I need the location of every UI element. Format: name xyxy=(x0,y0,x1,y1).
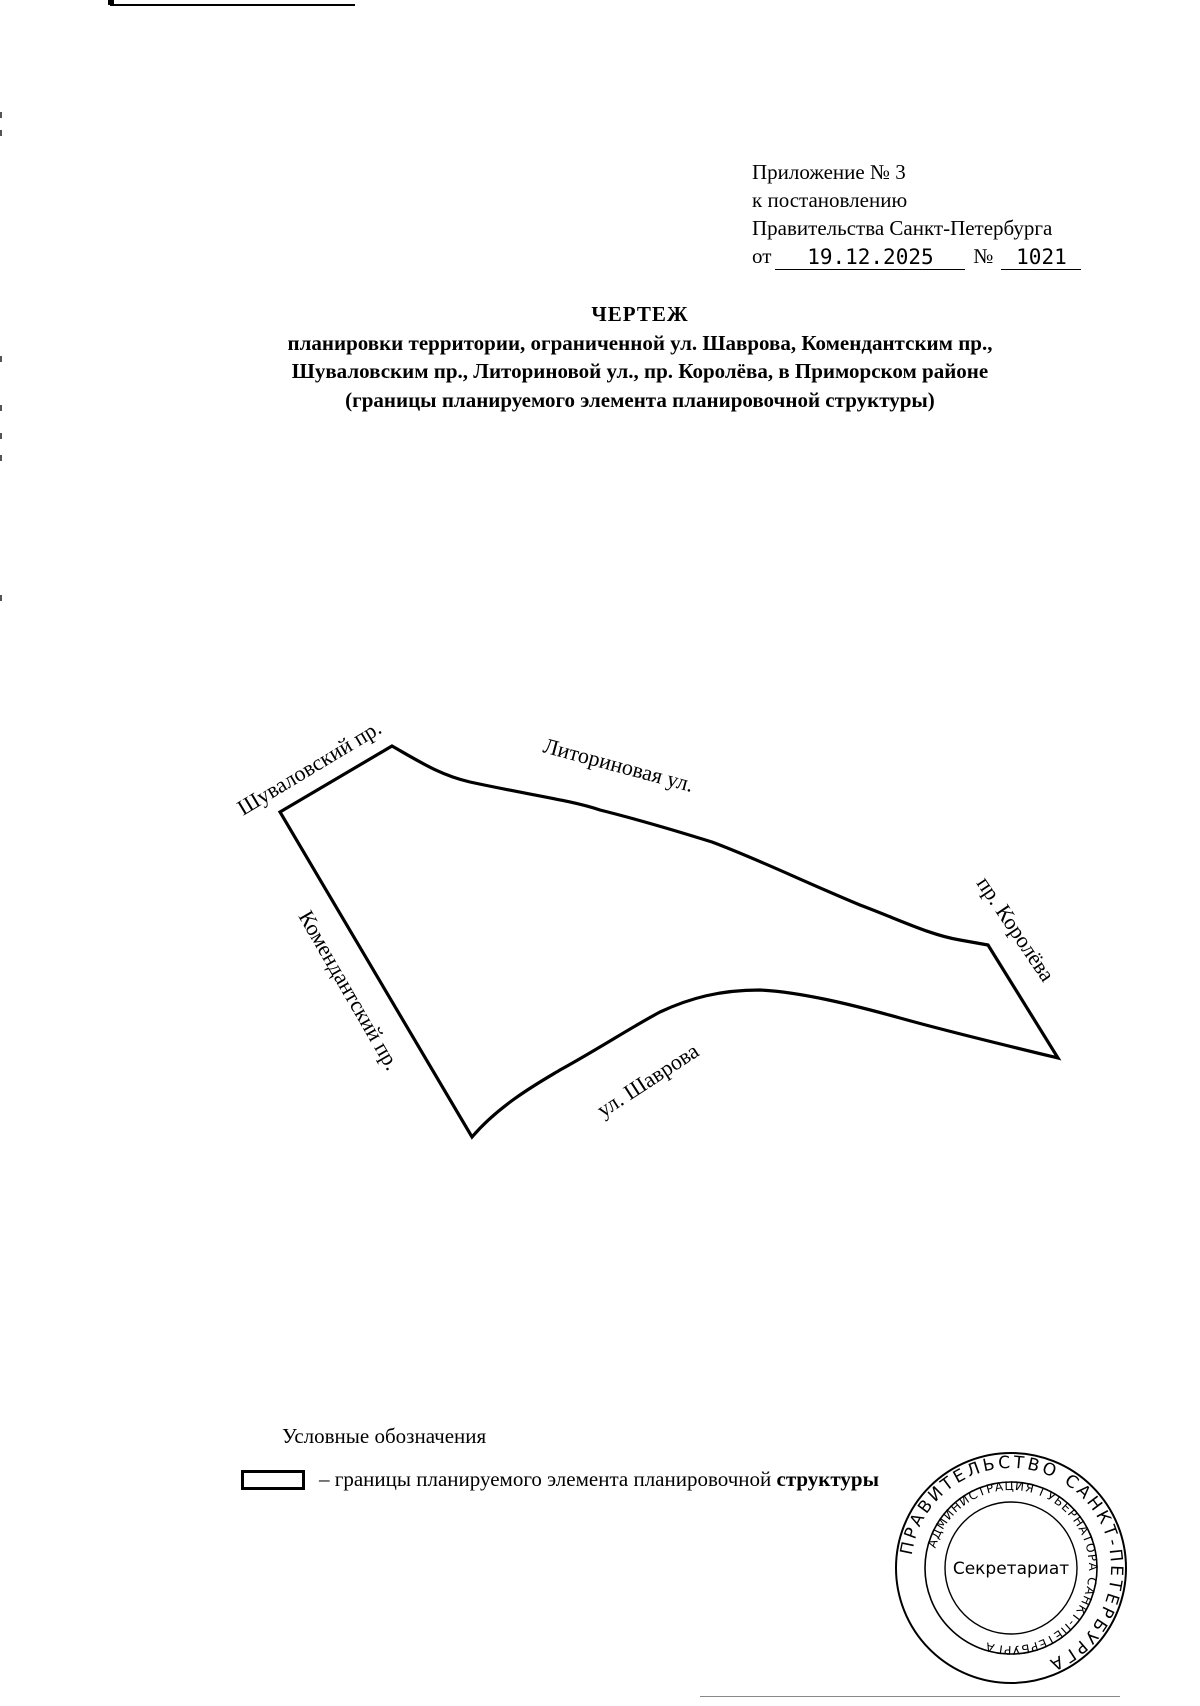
street-label-litorinovaya: Литориновая ул. xyxy=(540,732,697,797)
street-label-shuvalovsky: Шуваловский пр. xyxy=(232,714,386,821)
seal-inner-text: АДМИНИСТРАЦИЯ ГУБЕРНАТОРА САНКТ-ПЕТЕРБУРГА xyxy=(924,1478,1101,1658)
street-label-koroleva: пр. Королёва xyxy=(971,871,1061,986)
attachment-reference: к постановлению xyxy=(752,188,908,212)
decree-number: 1021 xyxy=(1001,245,1081,270)
street-label-komendantsky: Комендантский пр. xyxy=(293,906,406,1075)
street-label-shavrova: ул. Шаврова xyxy=(592,1037,704,1123)
attachment-issuer: Правительства Санкт-Петербурга xyxy=(752,216,1053,240)
legend-item xyxy=(241,1467,879,1492)
official-seal xyxy=(893,1450,1129,1686)
legend-boundary-swatch xyxy=(241,1470,305,1490)
title-heading: ЧЕРТЕЖ xyxy=(591,302,689,326)
legend-item-text: – границы планируемого элемента планировочной xyxy=(319,1467,777,1491)
legend-item-tail: структуры xyxy=(776,1467,880,1491)
title-line: (границы планируемого элемента планировочной структуры) xyxy=(345,387,935,412)
title-line: планировки территории, ограниченной ул. Шаврова, Комендантским пр., xyxy=(287,330,993,355)
decree-date: 19.12.2025 xyxy=(775,245,965,270)
seal-outer-text: ПРАВИТЕЛЬСТВО САНКТ-ПЕТЕРБУРГА xyxy=(896,1452,1127,1676)
attachment-number: Приложение № 3 xyxy=(752,160,906,184)
seal-center-text: Секретариат xyxy=(952,1559,1070,1579)
bottom-edge-line xyxy=(700,1696,1120,1697)
legend-item-label xyxy=(319,1467,879,1492)
title-line: Шуваловским пр., Литориновой ул., пр. Королёва, в Приморском районе xyxy=(291,359,989,383)
from-label: от xyxy=(752,244,772,268)
number-sign: № xyxy=(973,244,994,268)
legend-title: Условные обозначения xyxy=(282,1424,487,1448)
